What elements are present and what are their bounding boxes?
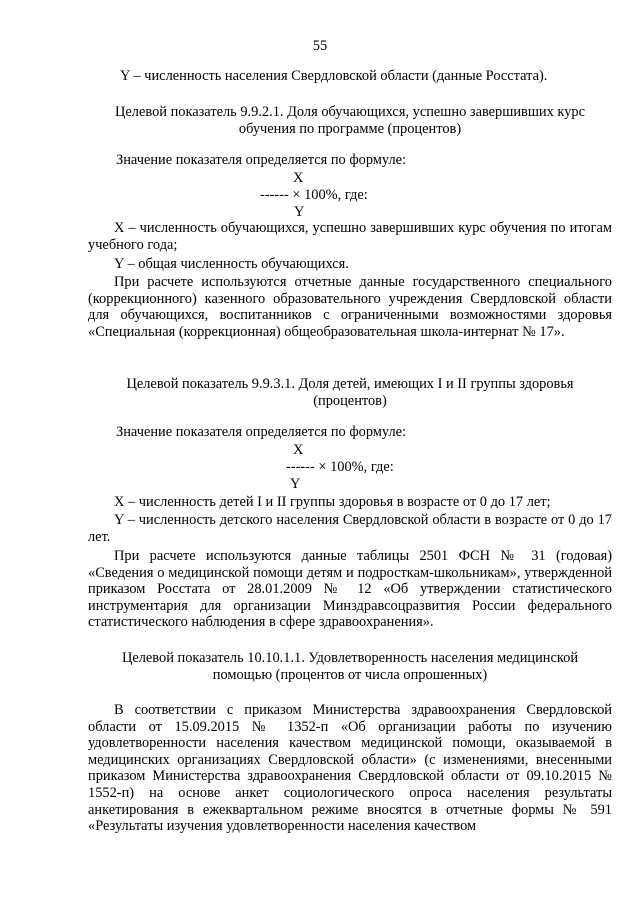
definition-x: X – численность детей I и II группы здоровья в возрасте от 0 до 17 лет; [114,494,551,510]
section-heading [80,650,620,683]
formula-numerator: X [293,170,304,186]
formula-intro: Значение показателя определяется по формуле: [116,152,407,168]
formula-denominator: Y [290,476,301,492]
formula-fraction: ------ × 100%, где: [260,187,368,203]
definition-x: X – численность обучающихся, успешно завершивших курс обучения по итогам учебного года; [88,220,612,253]
formula-fraction: ------ × 100%, где: [286,459,394,475]
formula-denominator: Y [294,204,305,220]
heading-line-2: (процентов) [313,392,387,409]
heading-line-2: помощью (процентов от числа опрошенных) [212,666,488,683]
definition-y: Y – общая численность обучающихся. [114,256,349,272]
body-paragraph: В соответствии с приказом Министерства здравоохранения Свердловской области от 15.09.2015 № 1352-п «Об организации работы по изучению удовлетворенности населения качеством медицинской помощи, оказываемой в медицинских организациях Свердловской области» (с изменениями, внесенными приказом Министерства здравоохранения Свердловской области от 09.10.2015 № 1552-п) на основе анкет социологического опроса населения результаты анкетирования в ежеквартальном режиме вносятся в отчетные формы № 591 «Результаты изучения удовлетворенности населения качеством [88,702,612,835]
heading-line-1: Целевой показатель 9.9.2.1. Доля обучающихся, успешно завершивших курс [115,104,585,120]
intro-line: Y – численность населения Свердловской области (данные Росстата). [120,68,548,84]
source-paragraph: При расчете используются отчетные данные государственного специального (коррекционного) казенного образовательного учреждения Свердловской области для обучающихся, воспитанников с ограниченными возможностями здоровья «Специальная (коррекционная) общеобразовательная школа-интернат № 17». [88,274,612,340]
formula-intro: Значение показателя определяется по формуле: [116,424,407,440]
heading-line-1: Целевой показатель 10.10.1.1. Удовлетворенность населения медицинской [121,650,579,666]
heading-line-1: Целевой показатель 9.9.3.1. Доля детей, имеющих I и II группы здоровья [126,376,574,392]
formula-numerator: X [293,442,304,458]
definition-y: Y – численность детского населения Свердловской области в возрасте от 0 до 17 лет. [88,512,612,545]
section-heading [80,376,620,409]
section-heading [80,104,620,137]
heading-line-2: обучения по программе (процентов) [238,120,462,137]
source-paragraph: При расчете используются данные таблицы 2501 ФСН № 31 (годовая) «Сведения о медицинской помощи детям и подросткам-школьникам», утвержденной приказом Росстата от 28.01.2009 № 12 «Об утверждении статистического инструментария для организации Минздравсоцразвития России федерального статистического наблюдения в сфере здравоохранения». [88,548,612,631]
page-number: 55 [312,38,328,54]
